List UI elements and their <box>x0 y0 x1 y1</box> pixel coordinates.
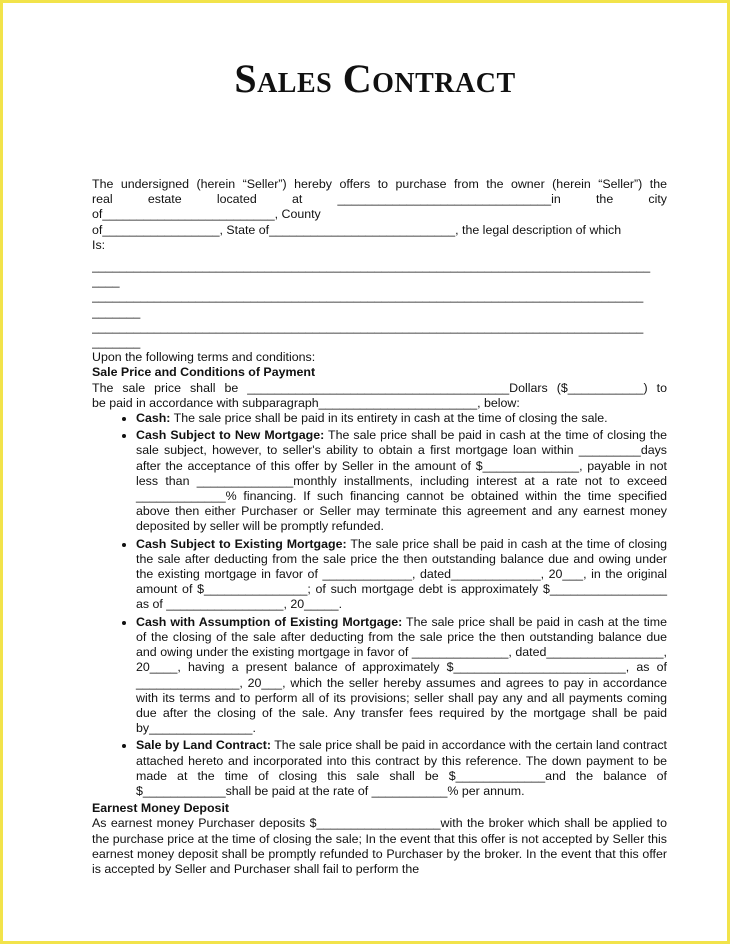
payment-option-text: The sale price shall be paid in cash at the time of the closing of the sale after deducting from the sale price the then outstanding balance due and owing under the existing mortgage in favor of ______________, dated_________________, 20____, having a present balance of approximately $_________________________, as of _______________, 20___, which the seller hereby assumes and agrees to pay in accordance with its terms and to perform all of its provisions; seller shall pay any and all payments coming due after the closing of the sale. Any transfer fees required by the mortgage shall be paid by_______________. <box>136 614 667 736</box>
legal-description-blank: ____ <box>92 274 120 289</box>
payment-option-text: The sale price shall be paid in its entirety in cash at the time of closing the sale. <box>170 411 608 426</box>
intro-line: real estate located at _______________________________in the city <box>92 192 667 207</box>
intro-line: Is: <box>92 237 106 252</box>
intro-line: The undersigned (herein “Seller”) hereby offers to purchase from the owner (herein “Seller”) the <box>92 177 667 191</box>
legal-description-blank: ________________________________________________________________________________ <box>92 289 644 304</box>
document-page <box>3 3 727 941</box>
payment-option-label: Cash with Assumption of Existing Mortgage: <box>136 614 403 629</box>
document-title: Sales Contract <box>234 56 516 101</box>
sale-price-line: be paid in accordance with subparagraph_______________________, below: <box>92 395 520 410</box>
payment-option <box>136 738 667 799</box>
payment-option-text: The sale price shall be paid in accordance with the certain land contract attached hereto and incorporated into this contract by this reference. The down payment to be made at the time of closing this sale shall be $_____________and the balance of $____________shall be paid at the rate of ___________% per annum. <box>136 738 668 798</box>
document-body <box>92 177 667 877</box>
payment-option <box>136 615 667 737</box>
earnest-money-text: As earnest money Purchaser deposits $__________________with the broker which shall be applied to the purchase price at the time of closing the sale; In the event that this offer is not accepted by Seller this earnest money deposit shall be promptly refunded to Purchaser by the broker. In the event that this offer is accepted by Seller and Purchaser shall fail to perform the <box>92 816 667 876</box>
legal-description-blank: ________________________________________________________________________________ <box>92 319 644 334</box>
payment-option-label: Cash: <box>136 411 171 426</box>
section-heading-sale-price: Sale Price and Conditions of Payment <box>92 365 316 380</box>
legal-description-blank: _______ <box>92 335 141 350</box>
payment-option-label: Sale by Land Contract: <box>136 738 271 753</box>
sale-price-line: The sale price shall be ______________________________________Dollars ($___________) to <box>92 380 667 395</box>
terms-intro: Upon the following terms and conditions: <box>92 350 316 365</box>
legal-description-blank: _________________________________________________________________________________ <box>92 259 651 274</box>
legal-description-blank: _______ <box>92 304 141 319</box>
payment-options-list <box>92 411 667 799</box>
payment-option <box>136 428 667 534</box>
intro-line: of_________________, State of___________________________, the legal description of which <box>92 222 622 237</box>
payment-option <box>136 411 667 426</box>
section-heading-earnest-money: Earnest Money Deposit <box>92 801 230 816</box>
payment-option-label: Cash Subject to Existing Mortgage: <box>136 536 347 551</box>
payment-option-text: The sale price shall be paid in cash at the time of closing the sale after deducting from the sale price the then outstanding balance due and owing under the existing mortgage in favor of _____________, dated_____________, 20___, in the original amount of $_______________; of such mortgage debt is approximately $_________________ as of _________________, 20_____. <box>136 536 667 612</box>
payment-option-label: Cash Subject to New Mortgage: <box>136 428 325 443</box>
payment-option <box>136 537 667 613</box>
intro-line: of_________________________, County <box>92 207 321 222</box>
payment-option-text: The sale price shall be paid in cash at the time of closing the sale subject, however, to seller's ability to obtain a first mortgage loan within _________days after the acceptance of this offer by Seller in the amount of $______________, payable in not less than ______________monthly installments, including interest at a rate not to exceed _____________% financing. If such financing cannot be obtained within the time specified above then either Purchaser or Seller may terminate this agreement and any earnest money deposited by seller will be promptly refunded. <box>136 428 667 534</box>
